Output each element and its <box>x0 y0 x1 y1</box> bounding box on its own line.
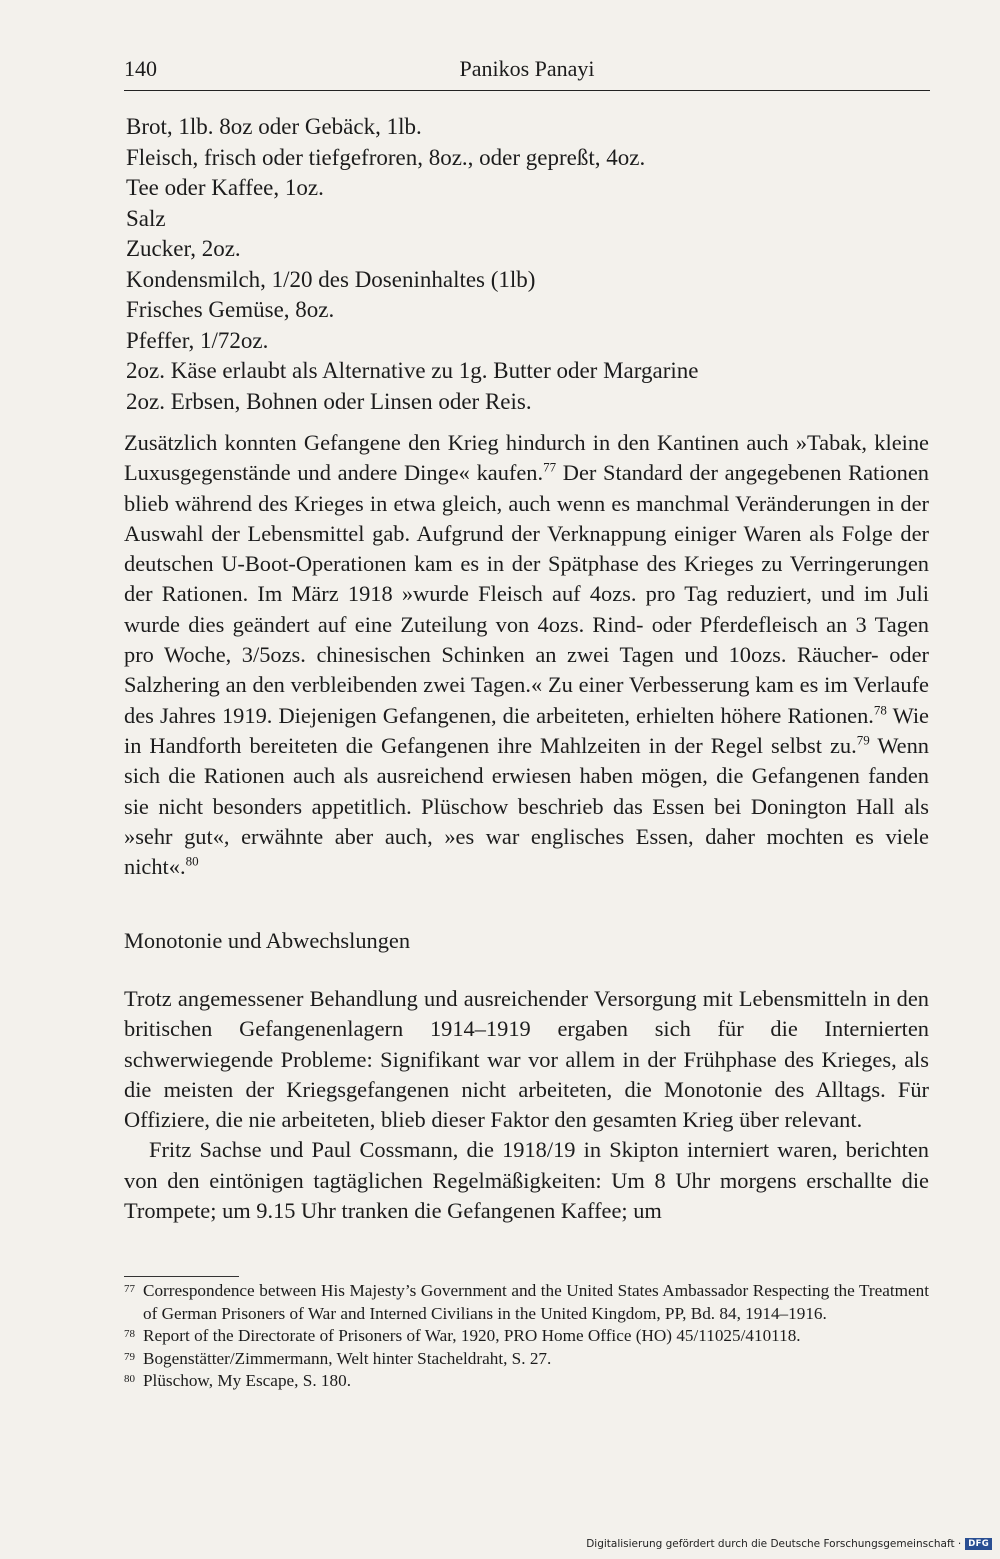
footnote <box>124 1325 929 1348</box>
footnote-number: 80 <box>124 1373 135 1385</box>
footnote-ref-77[interactable]: 77 <box>543 459 557 475</box>
footnote-number: 78 <box>124 1328 135 1340</box>
footnote-text: Report of the Directorate of Prisoners of War, 1920, PRO Home Office (HO) 45/11025/410118. <box>143 1326 801 1345</box>
footnote-ref-79[interactable]: 79 <box>856 732 870 748</box>
footnote <box>124 1348 929 1371</box>
ration-item: Zucker, 2oz. <box>126 236 241 261</box>
dfg-logo-icon: DFG <box>965 1538 992 1550</box>
ration-item: Tee oder Kaffee, 1oz. <box>126 175 324 200</box>
page-header <box>124 52 930 91</box>
footnote-text: Correspondence between His Majesty’s Government and the United States Ambassador Respecting the Treatment of German Prisoners of War and Interned Civilians in the United Kingdom, PP, Bd. 84, 1914–1916. <box>143 1281 929 1323</box>
footnote-number: 79 <box>124 1350 135 1363</box>
footnote <box>124 1370 929 1393</box>
ration-item: Kondensmilch, 1/20 des Doseninhaltes (1lb) <box>126 266 536 292</box>
body-text-monotony <box>124 984 929 1226</box>
ration-item: Pfeffer, 1/72oz. <box>126 327 269 353</box>
ration-list <box>126 112 926 417</box>
ration-item: Fleisch, frisch oder tiefgefroren, 8oz., oder gepreßt, 4oz. <box>126 144 646 170</box>
digitization-credit <box>586 1538 992 1550</box>
ration-item: Salz <box>126 205 166 231</box>
footnote-number: 77 <box>124 1283 135 1295</box>
body-paragraph: Fritz Sachse und Paul Cossmann, die 1918/19 in Skipton interniert waren, berichten von den eintönigen tagtäglichen Regelmäßigkeiten: Um 8 Uhr morgens erschallte die Trompete; um 9.15 Uhr tranken die Gefangenen Kaffee; um <box>124 1137 929 1224</box>
credit-text: Digitalisierung gefördert durch die Deutsche Forschungsgemeinschaft · <box>586 1538 962 1550</box>
ration-item: 2oz. Erbsen, Bohnen oder Linsen oder Reis. <box>126 388 532 414</box>
body-paragraph-rations <box>124 428 929 882</box>
ration-item: 2oz. Käse erlaubt als Alternative zu 1g. Butter oder Margarine <box>126 358 699 383</box>
page-number: 140 <box>124 56 157 81</box>
text-run: Wenn sich die Rationen auch als ausreichend erwiesen haben mögen, die Gefangenen fanden sie nicht besonders appetitlich. Plüschow beschrieb das Essen bei Donington Hall als »sehr gut«, erwähnte aber auch, »es war englisches Essen, daher mochten es viele nicht«. <box>124 732 929 880</box>
ration-item: Brot, 1lb. 8oz oder Gebäck, 1lb. <box>126 114 422 139</box>
footnote-ref-80[interactable]: 80 <box>185 853 199 869</box>
ration-item: Frisches Gemüse, 8oz. <box>126 297 335 322</box>
footnote <box>124 1280 929 1325</box>
footnotes <box>124 1280 929 1393</box>
footnote-ref-78[interactable]: 78 <box>873 702 887 718</box>
footnote-divider <box>124 1276 239 1277</box>
section-heading: Monotonie und Abwechslungen <box>124 928 411 953</box>
body-paragraph: Trotz angemessener Behandlung und ausreichender Versorgung mit Lebensmitteln in den britischen Gefangenenlagern 1914–1919 ergaben sich für die Internierten schwerwiegende Probleme: Signifikant war vor allem in der Frühphase des Krieges, als die meisten der Kriegsgefangenen nicht arbeiteten, die Monotonie des Alltags. Für Offiziere, die nie arbeiteten, blieb dieser Faktor den gesamten Krieg über relevant. <box>124 986 929 1133</box>
text-run: Wie in Handforth bereiteten die Gefangenen ihre Mahlzeiten in der Regel selbst zu. <box>124 702 929 758</box>
footnote-text: Plüschow, My Escape, S. 180. <box>143 1371 351 1390</box>
text-run: Der Standard der angegebenen Rationen blieb während des Krieges in etwa gleich, auch wenn es manchmal Veränderungen in der Auswahl der Lebensmittel gab. Aufgrund der Verknappung einiger Waren als Folge der deutschen U-Boot-Operationen kam es in der Spätphase des Krieges zu Verringerungen der Rationen. Im März 1918 »wurde Fleisch auf 4ozs. pro Tag reduziert, und im Juli wurde dies geändert auf eine Zuteilung von 4ozs. Rind- oder Pferdefleisch an 3 Tagen pro Woche, 3/5ozs. chinesischen Schinken an zwei Tagen und 10ozs. Räucher- oder Salzhering an den verbleibenden zwei Tagen.« Zu einer Verbesserung kam es im Verlaufe des Jahres 1919. Diejenigen Gefangenen, die arbeiteten, erhielten höhere Rationen. <box>124 460 929 728</box>
text-run: Zusätzlich konnten Gefangene den Krieg hindurch in den Kantinen auch »Tabak, kleine Luxusgegenstände und andere Dinge« kaufen. <box>124 430 929 486</box>
running-head-author: Panikos Panayi <box>459 56 595 81</box>
footnote-text: Bogenstätter/Zimmermann, Welt hinter Stacheldraht, S. 27. <box>143 1348 552 1368</box>
